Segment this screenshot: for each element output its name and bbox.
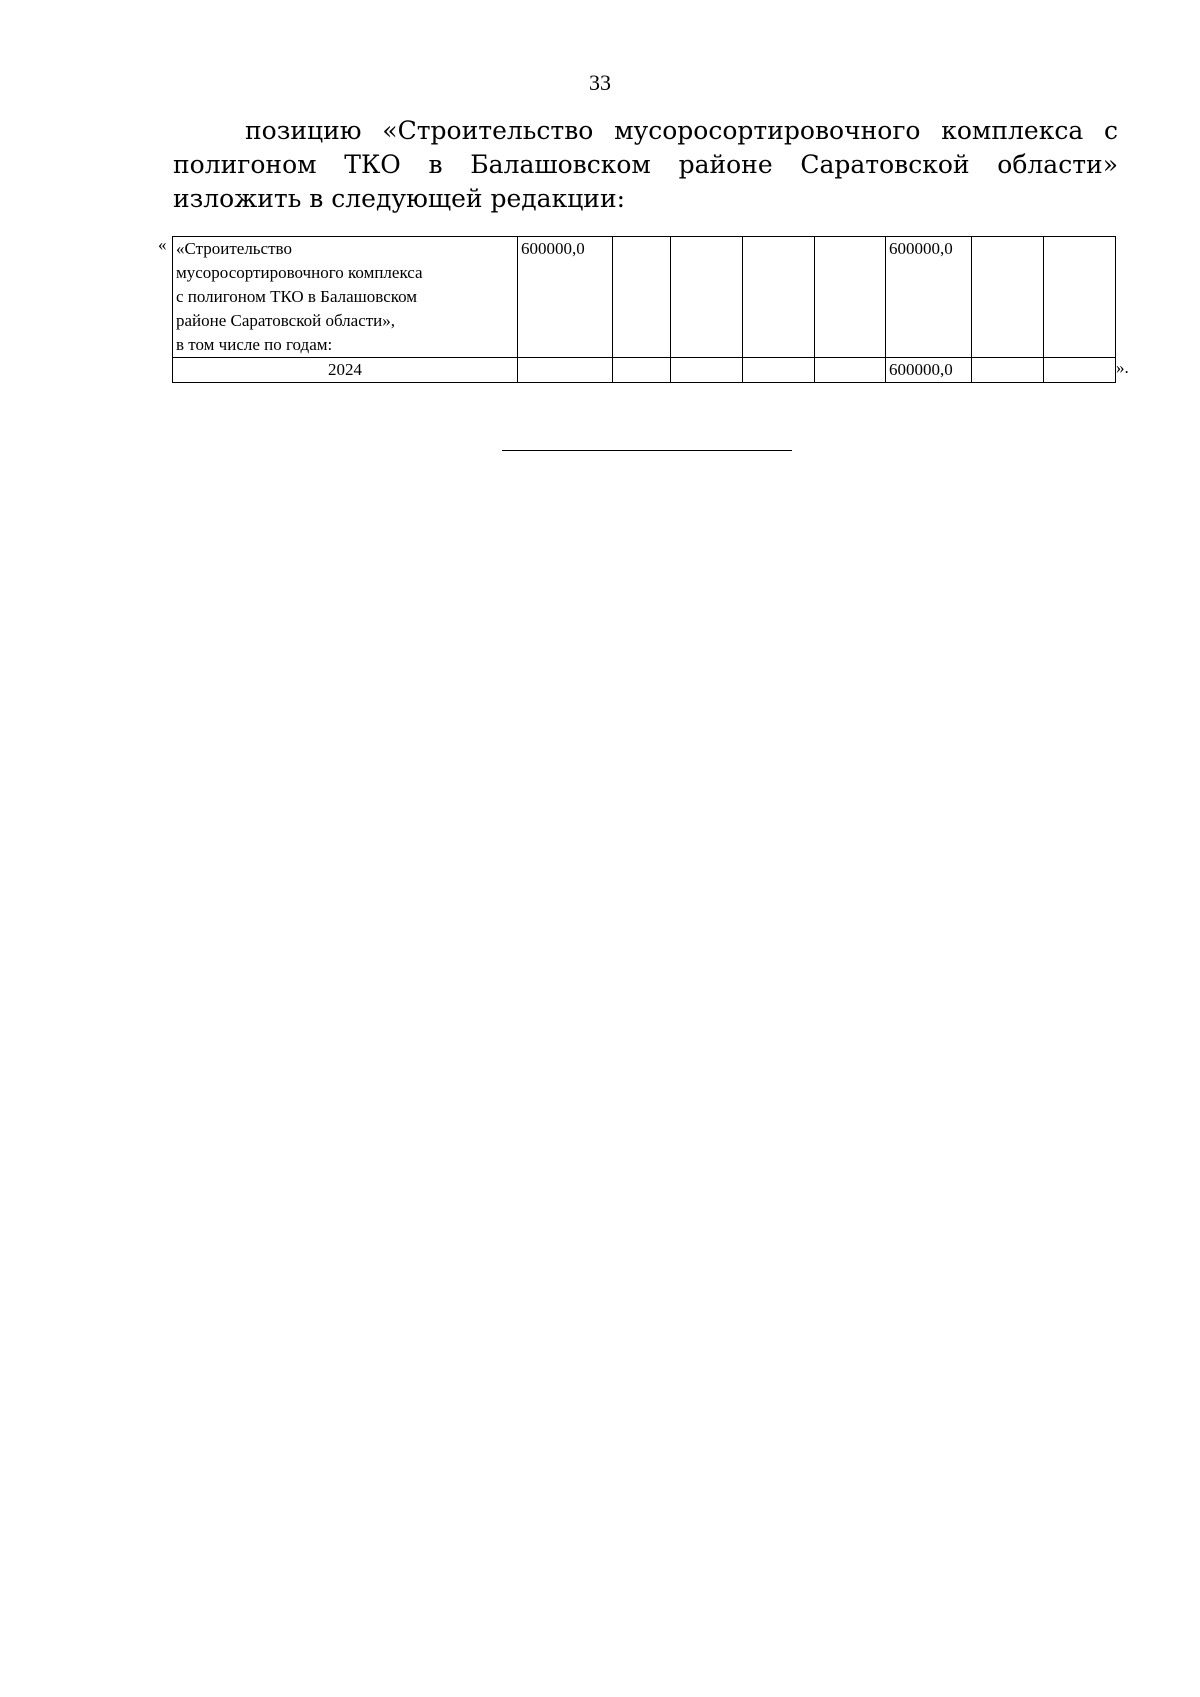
table-row: [173, 358, 1116, 383]
value-cell: 600000,0: [886, 237, 972, 358]
value-cell: [815, 358, 886, 383]
object-name-line: с полигоном ТКО в Балашовском: [176, 287, 418, 306]
value-cell: [743, 358, 815, 383]
object-name-line: «Строительство: [176, 239, 292, 258]
value-cell: 600000,0: [886, 358, 972, 383]
object-name-line: в том числе по годам:: [176, 335, 333, 354]
value-cell: [671, 358, 743, 383]
value-cell: [518, 358, 613, 383]
value-cell: [815, 237, 886, 358]
closing-quote-mark: ».: [1116, 358, 1129, 377]
value-cell: [671, 237, 743, 358]
object-name-line: мусоросортировочного комплекса: [176, 263, 423, 282]
value-cell: [972, 237, 1044, 358]
page-number: 33: [589, 70, 611, 95]
value-cell: [972, 358, 1044, 383]
table-row: [173, 237, 1116, 358]
value-cell: [1044, 358, 1116, 383]
value-cell: [743, 237, 815, 358]
intro-paragraph: позицию «Строительство мусоросортировочного комплекса с полигоном ТКО в Балашовском районе Саратовской области» изложить в следующей редакции:: [173, 116, 1118, 213]
opening-quote-mark: «: [158, 235, 167, 254]
year-cell: 2024: [173, 358, 518, 383]
value-cell: [613, 237, 671, 358]
budget-table: [172, 236, 1116, 383]
object-name-line: районе Саратовской области»,: [176, 311, 396, 330]
value-cell: [613, 358, 671, 383]
object-name-cell: [173, 237, 518, 358]
value-cell: 600000,0: [518, 237, 613, 358]
value-cell: [1044, 237, 1116, 358]
end-of-document-rule: [502, 450, 792, 451]
